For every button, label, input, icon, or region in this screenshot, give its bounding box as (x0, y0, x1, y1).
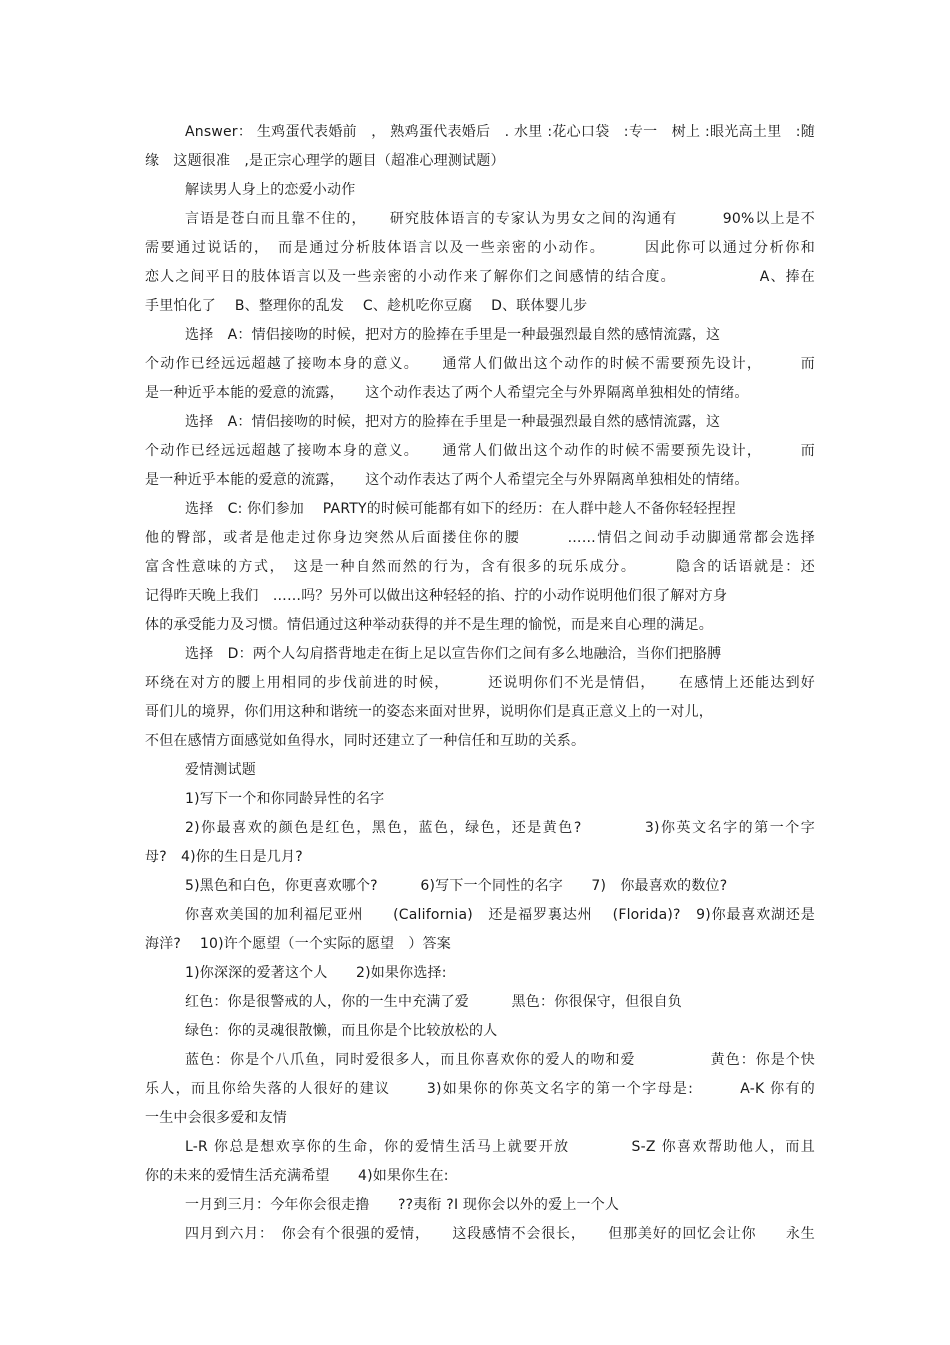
text-line: 爱情测试题 (185, 762, 256, 778)
text-line: 体的承受能力及习惯。情侣通过这种举动获得的并不是生理的愉悦，而是来自心理的满足。 (145, 617, 713, 633)
text-line: 是一种近乎本能的爱意的流露， 这个动作表达了两个人希望完全与外界隔离单独相处的情绪。 (145, 385, 749, 401)
text-line: 解读男人身上的恋爱小动作 (185, 182, 356, 198)
text-line: 选择 D：两个人勾肩搭背地走在街上足以宣告你们之间有多么地融洽，当你们把胳膊 (185, 646, 722, 662)
text-line: 选择 A：情侣接吻的时候，把对方的脸捧在手里是一种最强烈最自然的感情流露，这 (185, 414, 721, 430)
text-line: 手里怕化了 B、整理你的乱发 C、趁机吃你豆腐 D、联体婴儿步 (145, 298, 588, 314)
text-line: 恋人之间平日的肢体语言以及一些亲密的小动作来了解你们之间感情的结合度。 A、捧在 (145, 269, 815, 285)
text-line: 1)写下一个和你同龄异性的名字 (185, 791, 385, 807)
text-line: 红色：你是很警戒的人，你的一生中充满了爱 黑色：你很保守，但很自负 (185, 994, 682, 1010)
text-line: 需要通过说话的， 而是通过分析肢体语言以及一些亲密的小动作。 因此你可以通过分析你和 (145, 240, 815, 256)
text-line: 你喜欢美国的加利福尼亚州 (California) 还是福罗裏达州 (Florida)? 9)你最喜欢湖还是 (185, 907, 815, 923)
text-line: 蓝色：你是个八爪鱼，同时爱很多人，而且你喜欢你的爱人的吻和爱 黄色：你是个快 (185, 1052, 815, 1068)
text-line: 他的臀部，或者是他走过你身边突然从后面搂住你的腰 ……情侣之间动手动脚通常都会选择 (145, 530, 815, 546)
text-line: 2)你最喜欢的颜色是红色，黑色，蓝色，绿色，还是黄色? 3)你英文名字的第一个字 (185, 820, 815, 836)
text-line: 选择 C: 你们参加 PARTY的时候可能都有如下的经历：在人群中趁人不备你轻轻捏捏 (185, 501, 736, 517)
text-line: Answer： 生鸡蛋代表婚前 ， 熟鸡蛋代表婚后 . 水里 :花心口袋 :专一 树上 :眼光高土里 :随 (185, 124, 815, 140)
text-line: 海洋? 10)许个愿望（一个实际的愿望 ）答案 (145, 936, 451, 952)
text-line: 1)你深深的爱著这个人 2)如果你选择: (185, 965, 447, 981)
text-line: 缘 这题很准 ,是正宗心理学的题目（超准心理测试题） (145, 153, 505, 169)
text-line: 一生中会很多爱和友情 (145, 1110, 287, 1126)
text-line: 5)黑色和白色，你更喜欢哪个? 6)写下一个同性的名字 7) 你最喜欢的数位? (185, 878, 728, 894)
text-line: 乐人，而且你给失落的人很好的建议 3)如果你的你英文名字的第一个字母是: A-K 你有的 (145, 1081, 815, 1097)
text-line: 选择 A：情侣接吻的时候，把对方的脸捧在手里是一种最强烈最自然的感情流露，这 (185, 327, 721, 343)
document-body (145, 122, 815, 1253)
text-line: 不但在感情方面感觉如鱼得水，同时还建立了一种信任和互助的关系。 (145, 733, 586, 749)
text-line: 言语是苍白而且靠不住的， 研究肢体语言的专家认为男女之间的沟通有 90%以上是不 (185, 211, 815, 227)
text-line: 个动作已经远远超越了接吻本身的意义。 通常人们做出这个动作的时候不需要预先设计， 而 (145, 443, 815, 459)
text-line: 个动作已经远远超越了接吻本身的意义。 通常人们做出这个动作的时候不需要预先设计， 而 (145, 356, 815, 372)
text-line: 哥们儿的境界，你们用这种和谐统一的姿态来面对世界，说明你们是真正意义上的一对儿， (145, 704, 713, 720)
text-line: 绿色：你的灵魂很散懒，而且你是个比较放松的人 (185, 1023, 498, 1039)
text-line: 母? 4)你的生日是几月? (145, 849, 303, 865)
text-line: 环绕在对方的腰上用相同的步伐前进的时候， 还说明你们不光是情侣， 在感情上还能达到好 (145, 675, 815, 691)
text-line: L-R 你总是想欢享你的生命，你的爱情生活马上就要开放 S-Z 你喜欢帮助他人，而且 (185, 1139, 815, 1155)
text-line: 富含性意味的方式， 这是一种自然而然的行为，含有很多的玩乐成分。 隐含的话语就是：还 (145, 559, 815, 575)
text-line: 你的未来的爱情生活充满希望 4)如果你生在: (145, 1168, 449, 1184)
text-line: 一月到三月：今年你会很走撸 ??夷衔 ?I 现你会以外的爱上一个人 (185, 1197, 620, 1213)
text-line: 四月到六月： 你会有个很强的爱情， 这段感情不会很长， 但那美好的回忆会让你 永生 (185, 1226, 815, 1242)
text-line: 是一种近乎本能的爱意的流露， 这个动作表达了两个人希望完全与外界隔离单独相处的情绪。 (145, 472, 749, 488)
text-line: 记得昨天晚上我们 ……吗？另外可以做出这种轻轻的掐、拧的小动作说明他们很了解对方身 (145, 588, 728, 604)
